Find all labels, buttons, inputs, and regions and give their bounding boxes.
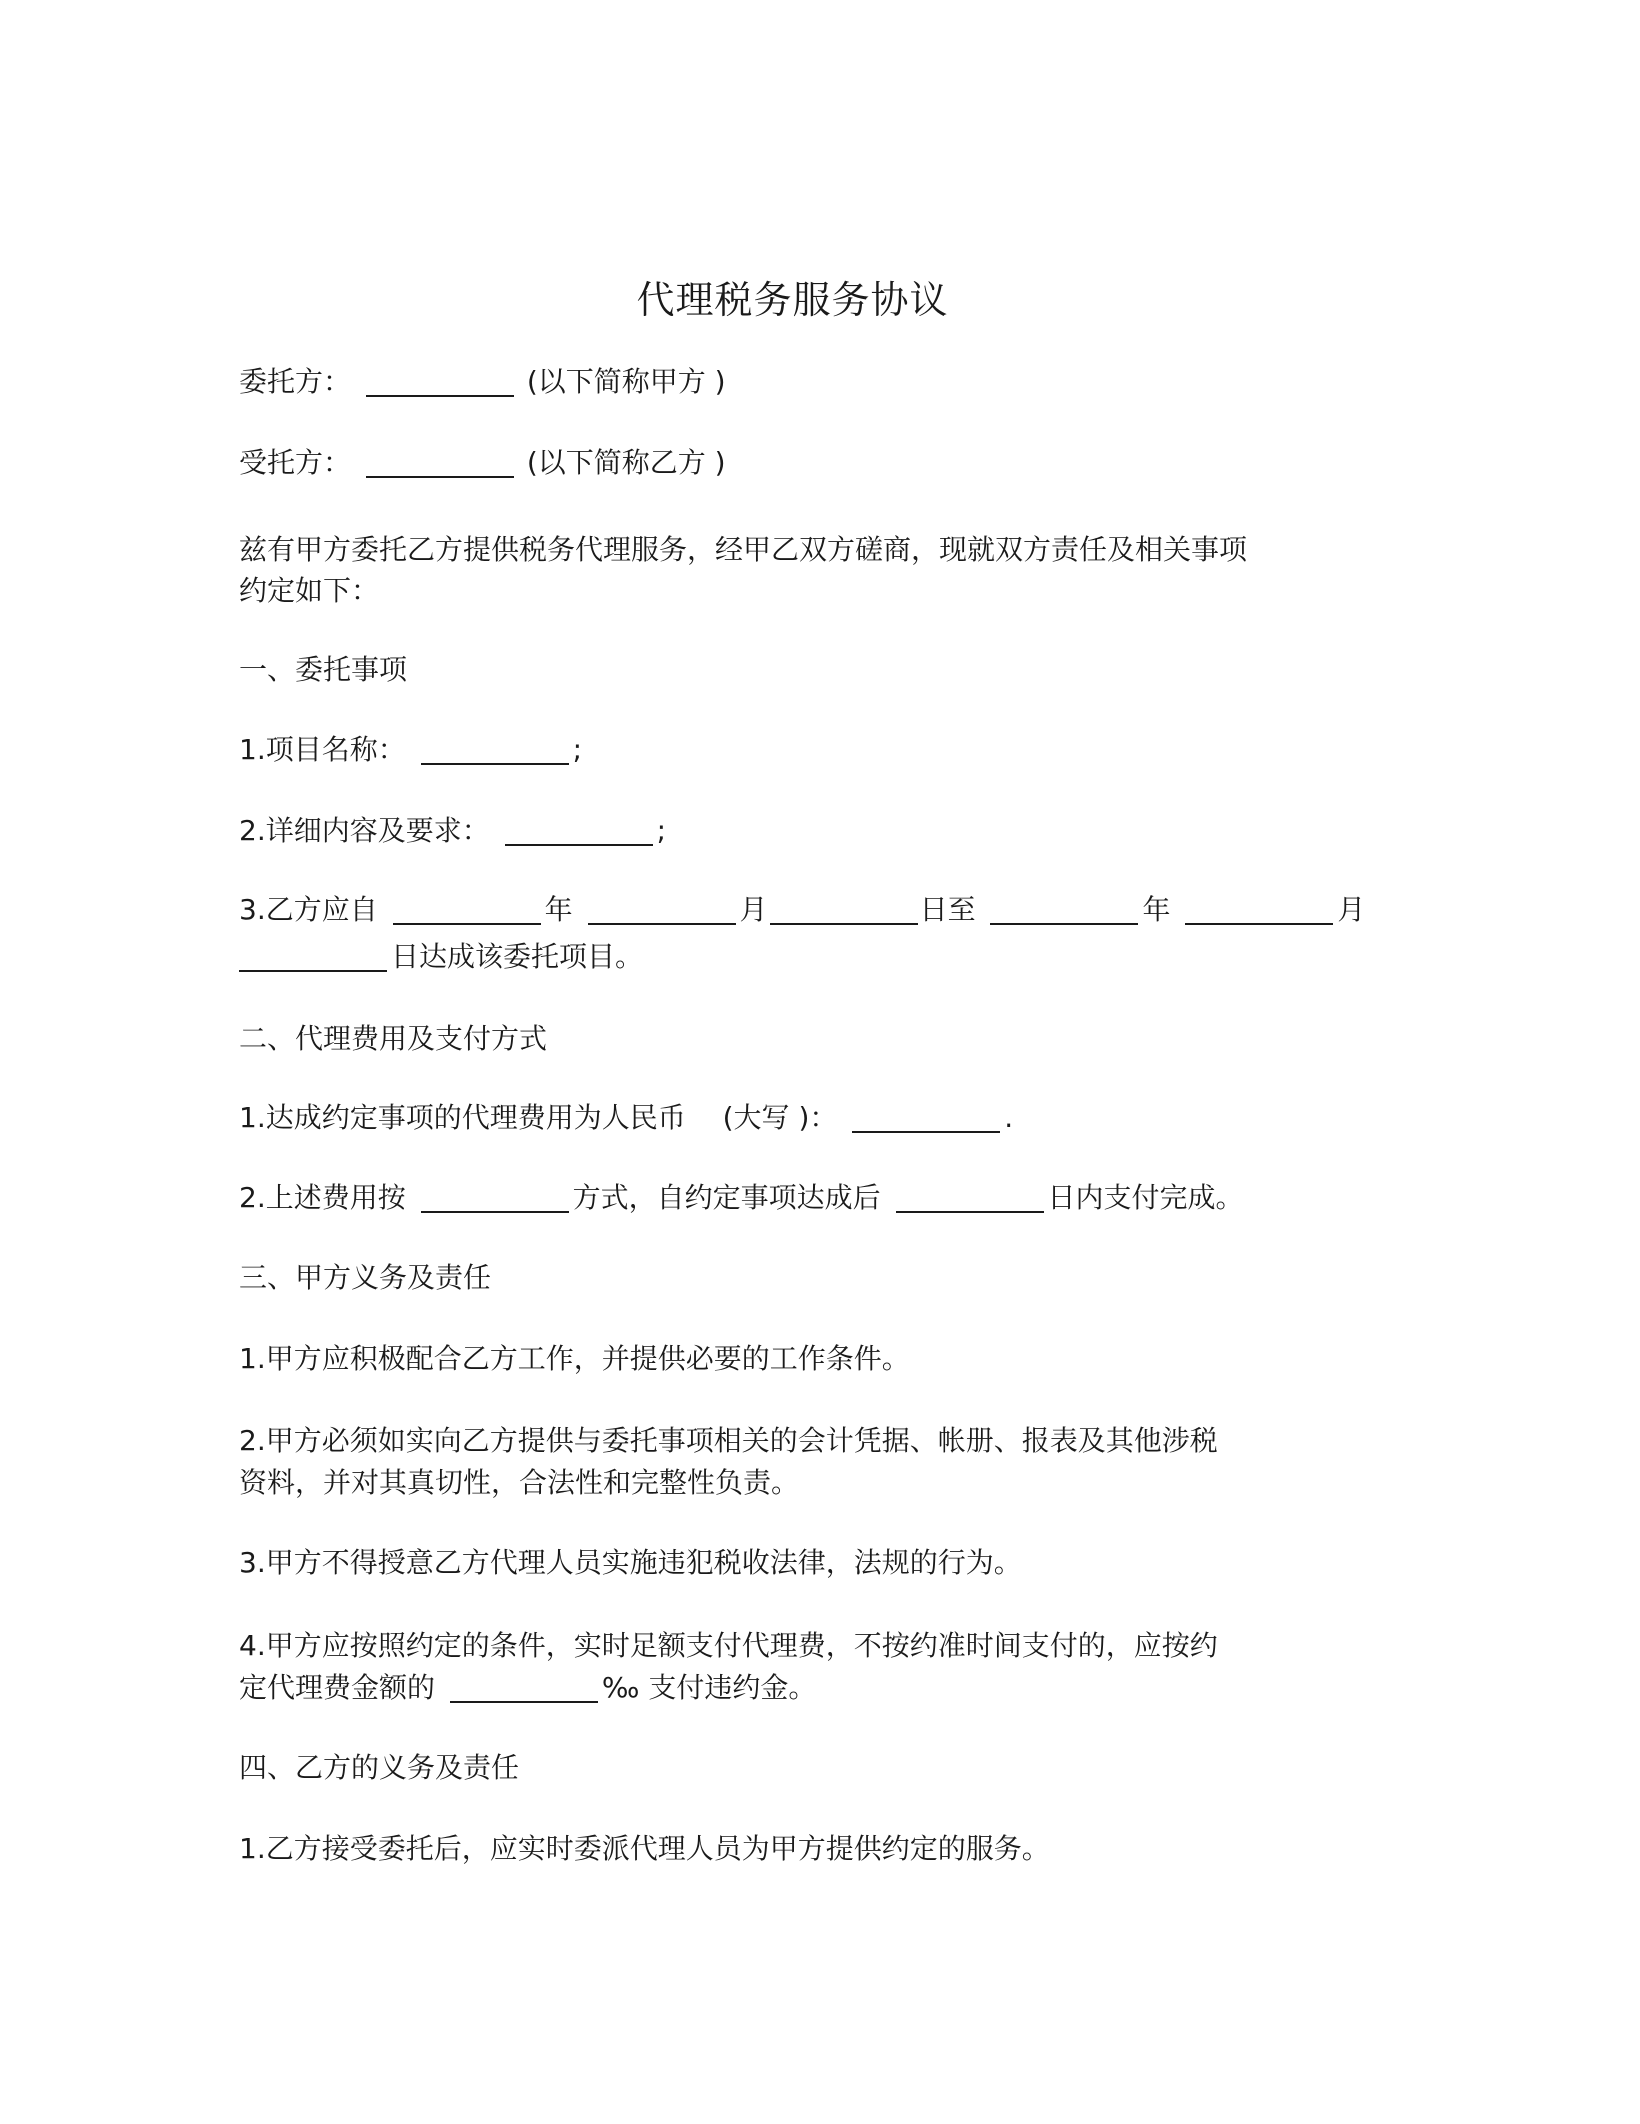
- client-note: (以下简称甲方 ): [526, 365, 726, 398]
- s2-item-2-prefix: 2.上述费用按: [239, 1181, 406, 1214]
- s3-item-4-line-1: 4.甲方应按照约定的条件，实时足额支付代理费，不按约准时间支付的，应按约: [239, 1629, 1218, 1662]
- agent-name-blank: [366, 444, 514, 478]
- agent-line: [239, 440, 726, 486]
- s2-item-1-end: .: [1004, 1101, 1014, 1134]
- intro-line-1: 兹有甲方委托乙方提供税务代理服务，经甲乙双方磋商，现就双方责任及相关事项: [239, 533, 1248, 566]
- s2-item-2: [239, 1175, 1244, 1221]
- s1-item-3-prefix: 3.乙方应自: [239, 893, 378, 926]
- s1-item-3-line-1: [239, 887, 1365, 933]
- day-to-label: 日至: [919, 893, 976, 926]
- fee-amount-blank: [852, 1099, 1000, 1133]
- s4-item-1: 1.乙方接受委托后，应实时委派代理人员为甲方提供约定的服务。: [239, 1832, 1050, 1865]
- s3-item-4-prefix: 定代理费金额的: [239, 1671, 436, 1704]
- s1-item-2: [239, 808, 666, 854]
- year-label-2: 年: [1142, 893, 1171, 926]
- client-name-blank: [366, 363, 514, 397]
- client-label: 委托方：: [239, 365, 352, 398]
- section-4-heading: 四、乙方的义务及责任: [239, 1751, 520, 1784]
- payment-days-blank: [896, 1179, 1044, 1213]
- intro-line-2: 约定如下：: [239, 574, 380, 607]
- s2-item-1: [239, 1095, 1013, 1141]
- agent-label: 受托方：: [239, 446, 352, 479]
- s2-item-2-mid: 方式，自约定事项达成后: [572, 1181, 881, 1214]
- payment-method-blank: [421, 1179, 569, 1213]
- s3-item-4-line-2: [239, 1665, 816, 1711]
- details-blank: [505, 812, 653, 846]
- month-label-2: 月: [1337, 893, 1366, 926]
- end-day-blank: [239, 938, 387, 972]
- s1-item-3-end: 日达成该委托项目。: [391, 940, 644, 973]
- s1-item-3-line-2: [239, 934, 643, 980]
- s1-item-1: [239, 727, 582, 773]
- s1-item-2-end: ;: [656, 814, 667, 847]
- s3-item-2-line-1: 2.甲方必须如实向乙方提供与委托事项相关的会计凭据、帐册、报表及其他涉税: [239, 1424, 1218, 1457]
- end-year-blank: [990, 891, 1138, 925]
- s1-item-1-text: 1.项目名称：: [239, 733, 406, 766]
- project-name-blank: [421, 731, 569, 765]
- s3-item-1: 1.甲方应积极配合乙方工作，并提供必要的工作条件。: [239, 1342, 910, 1375]
- year-label: 年: [544, 893, 573, 926]
- agent-note: (以下简称乙方 ): [526, 446, 726, 479]
- s3-item-4-end: ‰ 支付违约金。: [601, 1671, 817, 1704]
- start-year-blank: [393, 891, 541, 925]
- section-1-heading: 一、委托事项: [239, 653, 408, 686]
- section-2-heading: 二、代理费用及支付方式: [239, 1022, 548, 1055]
- s3-item-3: 3.甲方不得授意乙方代理人员实施违犯税收法律，法规的行为。: [239, 1546, 1022, 1579]
- s2-item-1-text: 1.达成约定事项的代理费用为人民币: [239, 1101, 686, 1134]
- section-3-heading: 三、甲方义务及责任: [239, 1261, 492, 1294]
- end-month-blank: [1185, 891, 1333, 925]
- s1-item-1-end: ;: [572, 733, 583, 766]
- month-label: 月: [739, 893, 768, 926]
- s1-item-2-text: 2.详细内容及要求：: [239, 814, 490, 847]
- s2-item-1-paren: (大写 )：: [722, 1101, 838, 1134]
- s2-item-2-end: 日内支付完成。: [1047, 1181, 1244, 1214]
- start-day-blank: [770, 891, 918, 925]
- penalty-rate-blank: [450, 1669, 598, 1703]
- s3-item-2-line-2: 资料，并对其真切性，合法性和完整性负责。: [239, 1466, 800, 1499]
- client-line: [239, 359, 726, 405]
- document-title: 代理税务服务协议: [636, 278, 949, 322]
- start-month-blank: [588, 891, 736, 925]
